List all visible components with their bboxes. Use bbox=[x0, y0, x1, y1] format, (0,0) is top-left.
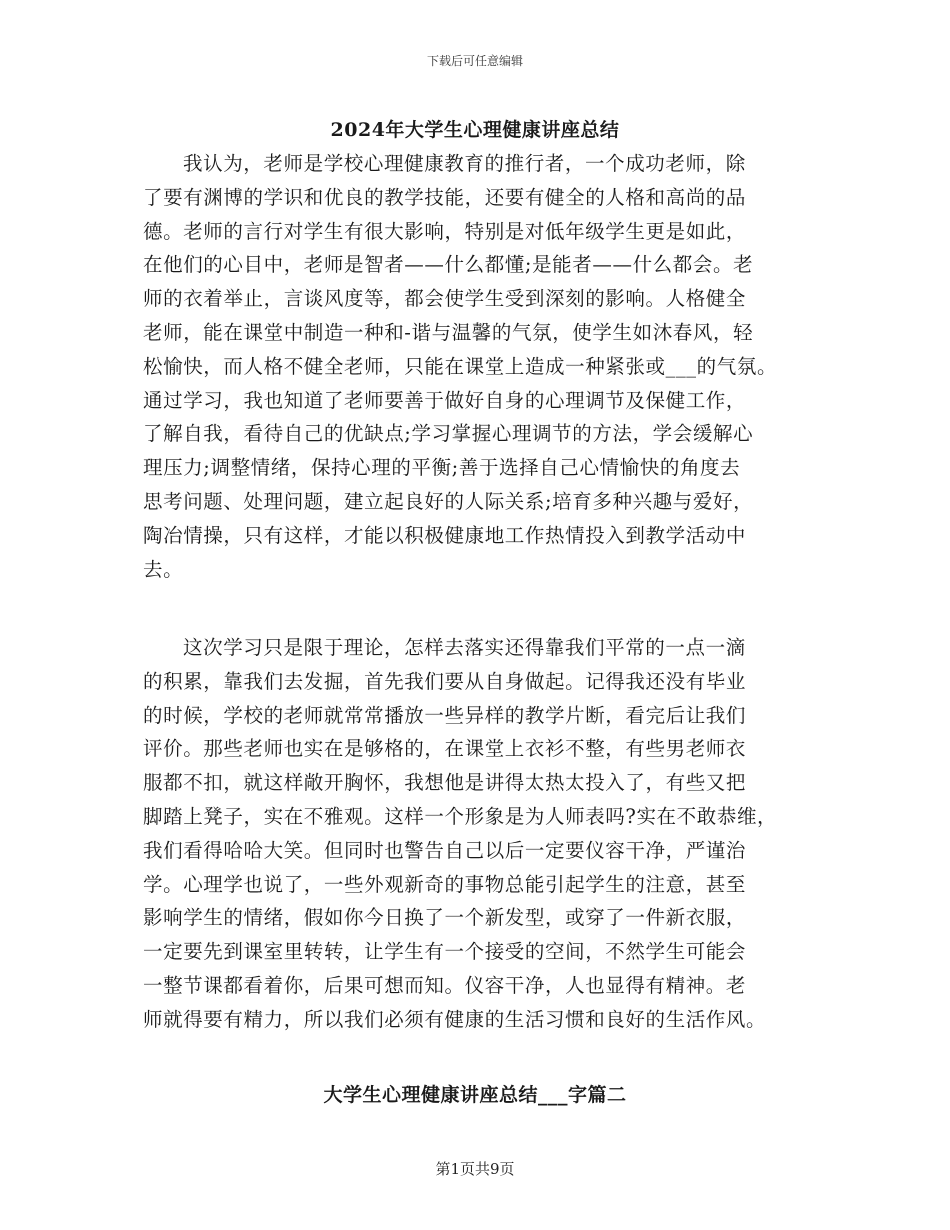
text-line: 陶冶情操，只有这样，才能以积极健康地工作热情投入到教学活动中 bbox=[143, 523, 747, 547]
text-line: 评价。那些老师也实在是够格的，在课堂上衣衫不整，有些男老师衣 bbox=[143, 737, 747, 761]
text-line: 一整节课都看着你，后果可想而知。仪容干净，人也显得有精神。老 bbox=[143, 973, 747, 997]
text-line: 的时候，学校的老师就常常播放一些异样的教学片断，看完后让我们 bbox=[143, 703, 747, 727]
text-line: 了解自我，看待自己的优缺点;学习掌握心理调节的方法，学会缓解心 bbox=[143, 422, 754, 446]
paragraph-2 bbox=[143, 631, 823, 1037]
paragraph-1 bbox=[143, 147, 823, 586]
text-line: 思考问题、处理问题，建立起良好的人际关系;培育多种兴趣与爱好， bbox=[143, 489, 754, 513]
text-line: 去。 bbox=[143, 557, 184, 581]
text-line: 学。心理学也说了，一些外观新奇的事物总能引起学生的注意，甚至 bbox=[143, 872, 747, 896]
text-line: 服都不扣，就这样敞开胸怀，我想他是讲得太热太投入了，有些又把 bbox=[143, 771, 747, 795]
text-line: 我认为，老师是学校心理健康教育的推行者，一个成功老师，除 bbox=[183, 152, 746, 175]
text-line: 一定要先到课室里转转，让学生有一个接受的空间，不然学生可能会 bbox=[143, 940, 747, 964]
section-subtitle: 大学生心理健康讲座总结___字篇二 bbox=[323, 1084, 627, 1106]
text-line: 影响学生的情绪，假如你今日换了一个新发型，或穿了一件新衣服， bbox=[143, 906, 747, 930]
text-line: 师就得要有精力，所以我们必须有健康的生活习惯和良好的生活作风。 bbox=[143, 1007, 767, 1031]
document-title: 2024年大学生心理健康讲座总结 bbox=[330, 119, 620, 141]
text-line: 脚踏上凳子，实在不雅观。这样一个形象是为人师表吗?实在不敢恭维， bbox=[143, 804, 778, 828]
page-header-note: 下载后可任意编辑 bbox=[426, 54, 523, 68]
text-line: 老师，能在课堂中制造一种和-谐与温馨的气氛，使学生如沐春风，轻 bbox=[143, 320, 754, 344]
text-line: 松愉快，而人格不健全老师，只能在课堂上造成一种紧张或___的气氛。 bbox=[143, 354, 778, 378]
text-line: 了要有渊博的学识和优良的教学技能，还要有健全的人格和高尚的品 bbox=[143, 185, 747, 209]
text-line: 在他们的心目中，老师是智者——什么都懂;是能者——什么都会。老 bbox=[143, 253, 754, 277]
text-line: 通过学习，我也知道了老师要善于做好自身的心理调节及保健工作， bbox=[143, 388, 747, 412]
text-line: 德。老师的言行对学生有很大影响，特别是对低年级学生更是如此， bbox=[143, 219, 747, 243]
text-line: 师的衣着举止，言谈风度等，都会使学生受到深刻的影响。人格健全 bbox=[143, 287, 747, 311]
page-footer: 第1页共9页 bbox=[435, 1160, 515, 1178]
text-line: 这次学习只是限于理论，怎样去落实还得靠我们平常的一点一滴 bbox=[183, 636, 746, 659]
text-line: 我们看得哈哈大笑。但同时也警告自己以后一定要仪容干净，严谨治 bbox=[143, 838, 747, 862]
text-line: 的积累，靠我们去发掘，首先我们要从自身做起。记得我还没有毕业 bbox=[143, 669, 747, 693]
text-line: 理压力;调整情绪，保持心理的平衡;善于选择自己心情愉快的角度去 bbox=[143, 456, 741, 480]
